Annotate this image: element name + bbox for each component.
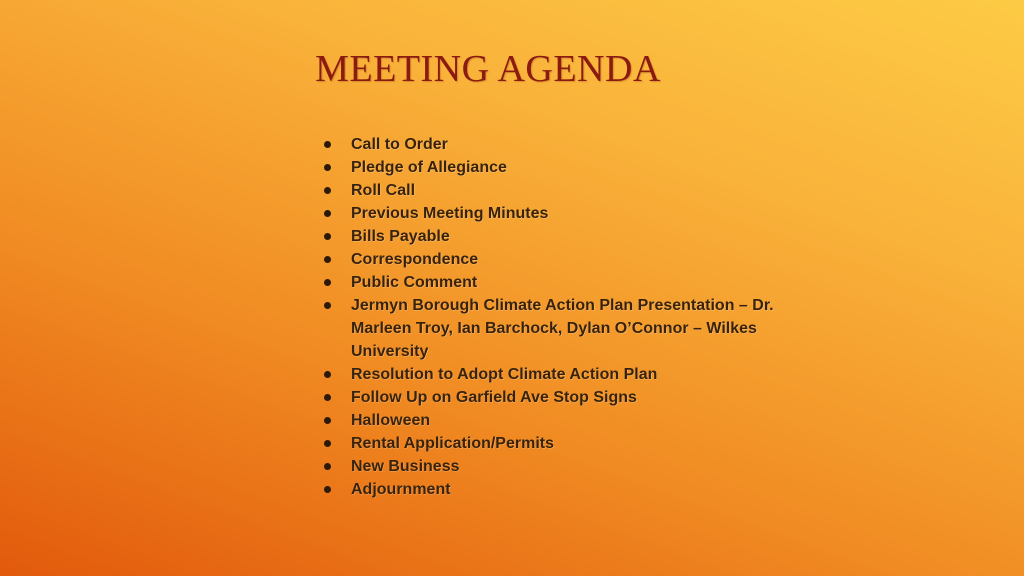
agenda-item-label: Halloween: [351, 412, 431, 429]
agenda-item-label: Follow Up on Garfield Ave Stop Signs: [351, 389, 637, 406]
agenda-item: [321, 478, 791, 501]
slide-title: MEETING AGENDA: [315, 48, 661, 90]
bullet-dot-icon: [324, 187, 331, 194]
agenda-item-label: Roll Call: [351, 182, 416, 199]
agenda-item: [321, 248, 791, 271]
agenda-list: [321, 133, 791, 501]
agenda-item: [321, 202, 791, 225]
agenda-item-label: New Business: [351, 458, 460, 475]
agenda-item: [321, 225, 791, 248]
agenda-item: [321, 386, 791, 409]
bullet-dot-icon: [324, 279, 331, 286]
bullet-dot-icon: [324, 233, 331, 240]
agenda-item: [321, 409, 791, 432]
bullet-dot-icon: [324, 463, 331, 470]
agenda-item-label: Bills Payable: [351, 228, 450, 245]
agenda-item-label: Call to Order: [351, 136, 448, 153]
bullet-dot-icon: [324, 394, 331, 401]
agenda-item-label: Adjournment: [351, 481, 451, 498]
agenda-item: [321, 363, 791, 386]
agenda-item: [321, 455, 791, 478]
bullet-dot-icon: [324, 141, 331, 148]
agenda-item-label: Correspondence: [351, 251, 479, 268]
bullet-dot-icon: [324, 210, 331, 217]
agenda-item-label: Public Comment: [351, 274, 478, 291]
agenda-item: [321, 156, 791, 179]
agenda-item: [321, 432, 791, 455]
bullet-dot-icon: [324, 164, 331, 171]
bullet-dot-icon: [324, 302, 331, 309]
agenda-item: [321, 133, 791, 156]
agenda-item-label: Previous Meeting Minutes: [351, 205, 549, 222]
agenda-item-label: Jermyn Borough Climate Action Plan Presentation – Dr. Marleen Troy, Ian Barchock, Dylan O’Connor – Wilkes University: [351, 297, 774, 360]
bullet-dot-icon: [324, 256, 331, 263]
bullet-dot-icon: [324, 486, 331, 493]
agenda-item: [321, 179, 791, 202]
agenda-item: [321, 294, 791, 363]
agenda-item: [321, 271, 791, 294]
bullet-dot-icon: [324, 371, 331, 378]
agenda-item-label: Pledge of Allegiance: [351, 159, 507, 176]
bullet-dot-icon: [324, 440, 331, 447]
bullet-dot-icon: [324, 417, 331, 424]
agenda-item-label: Rental Application/Permits: [351, 435, 554, 452]
agenda-item-label: Resolution to Adopt Climate Action Plan: [351, 366, 658, 383]
